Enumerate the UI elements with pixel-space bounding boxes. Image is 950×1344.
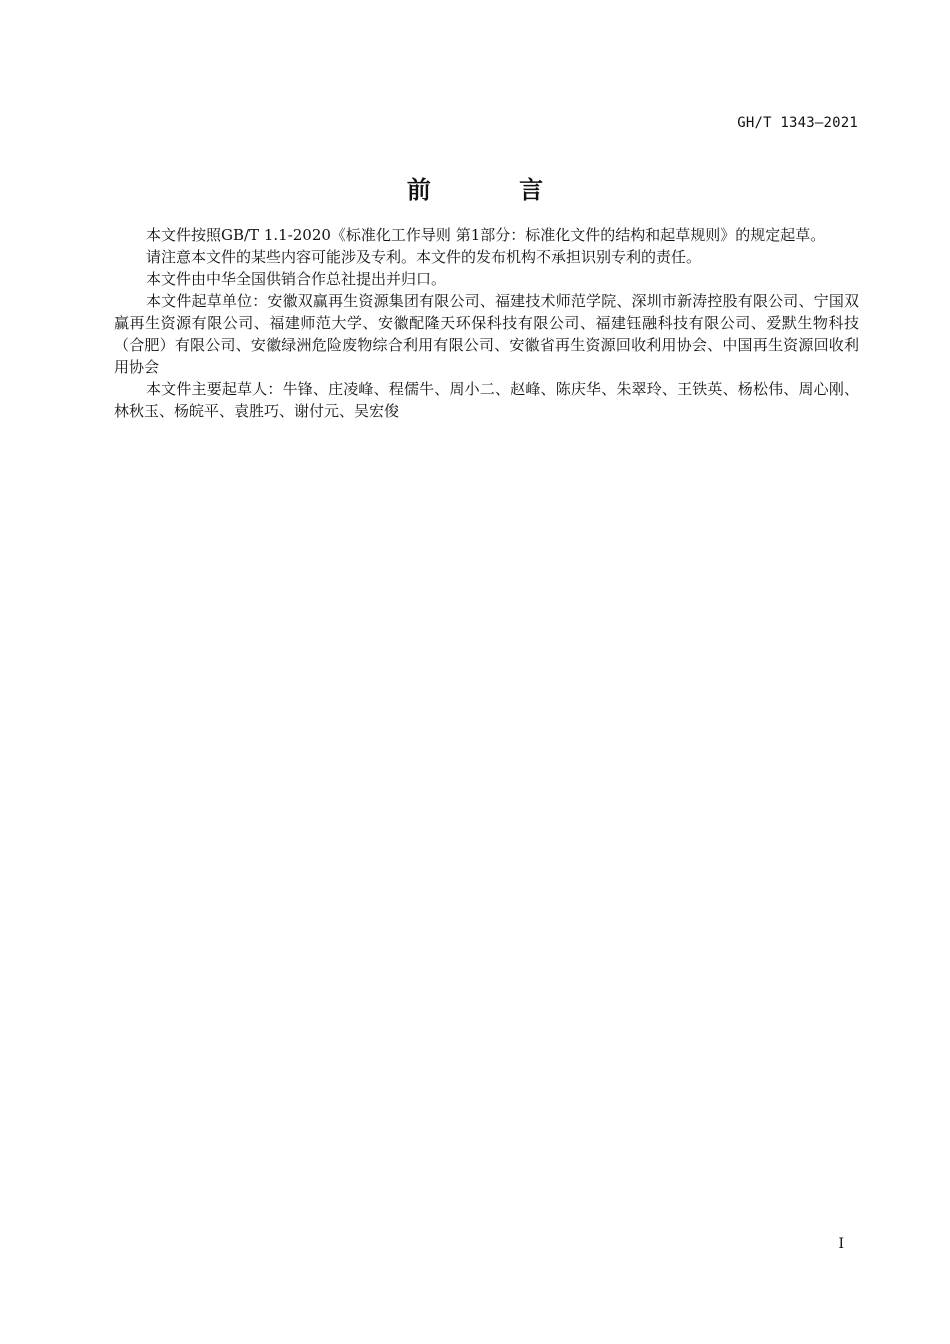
paragraph-proposer: 本文件由中华全国供销合作总社提出并归口。 <box>146 270 447 288</box>
foreword-body <box>114 224 859 422</box>
paragraph-drafters: 本文件主要起草人：牛锋、庄凌峰、程儒牛、周小二、赵峰、陈庆华、朱翠玲、王铁英、杨松伟、周心刚、林秋玉、杨皖平、袁胜巧、谢付元、吴宏俊 <box>114 380 859 420</box>
page-title: 前 言 <box>406 176 584 204</box>
paragraph-drafting-units: 本文件起草单位：安徽双赢再生资源集团有限公司、福建技术师范学院、深圳市新涛控股有限公司、宁国双赢再生资源有限公司、福建师范大学、安徽配隆天环保科技有限公司、福建钰融科技有限公司、爱默生物科技（合肥）有限公司、安徽绿洲危险废物综合利用有限公司、安徽省再生资源回收利用协会、中国再生资源回收利用协会 <box>114 292 859 376</box>
page-number: I <box>838 1236 844 1252</box>
standard-code: GH/T 1343—2021 <box>737 115 858 131</box>
paragraph-patent-notice: 请注意本文件的某些内容可能涉及专利。本文件的发布机构不承担识别专利的责任。 <box>146 248 702 266</box>
paragraph-drafting-rules: 本文件按照GB/T 1.1-2020《标准化工作导则 第1部分：标准化文件的结构和起草规则》的规定起草。 <box>146 226 826 244</box>
